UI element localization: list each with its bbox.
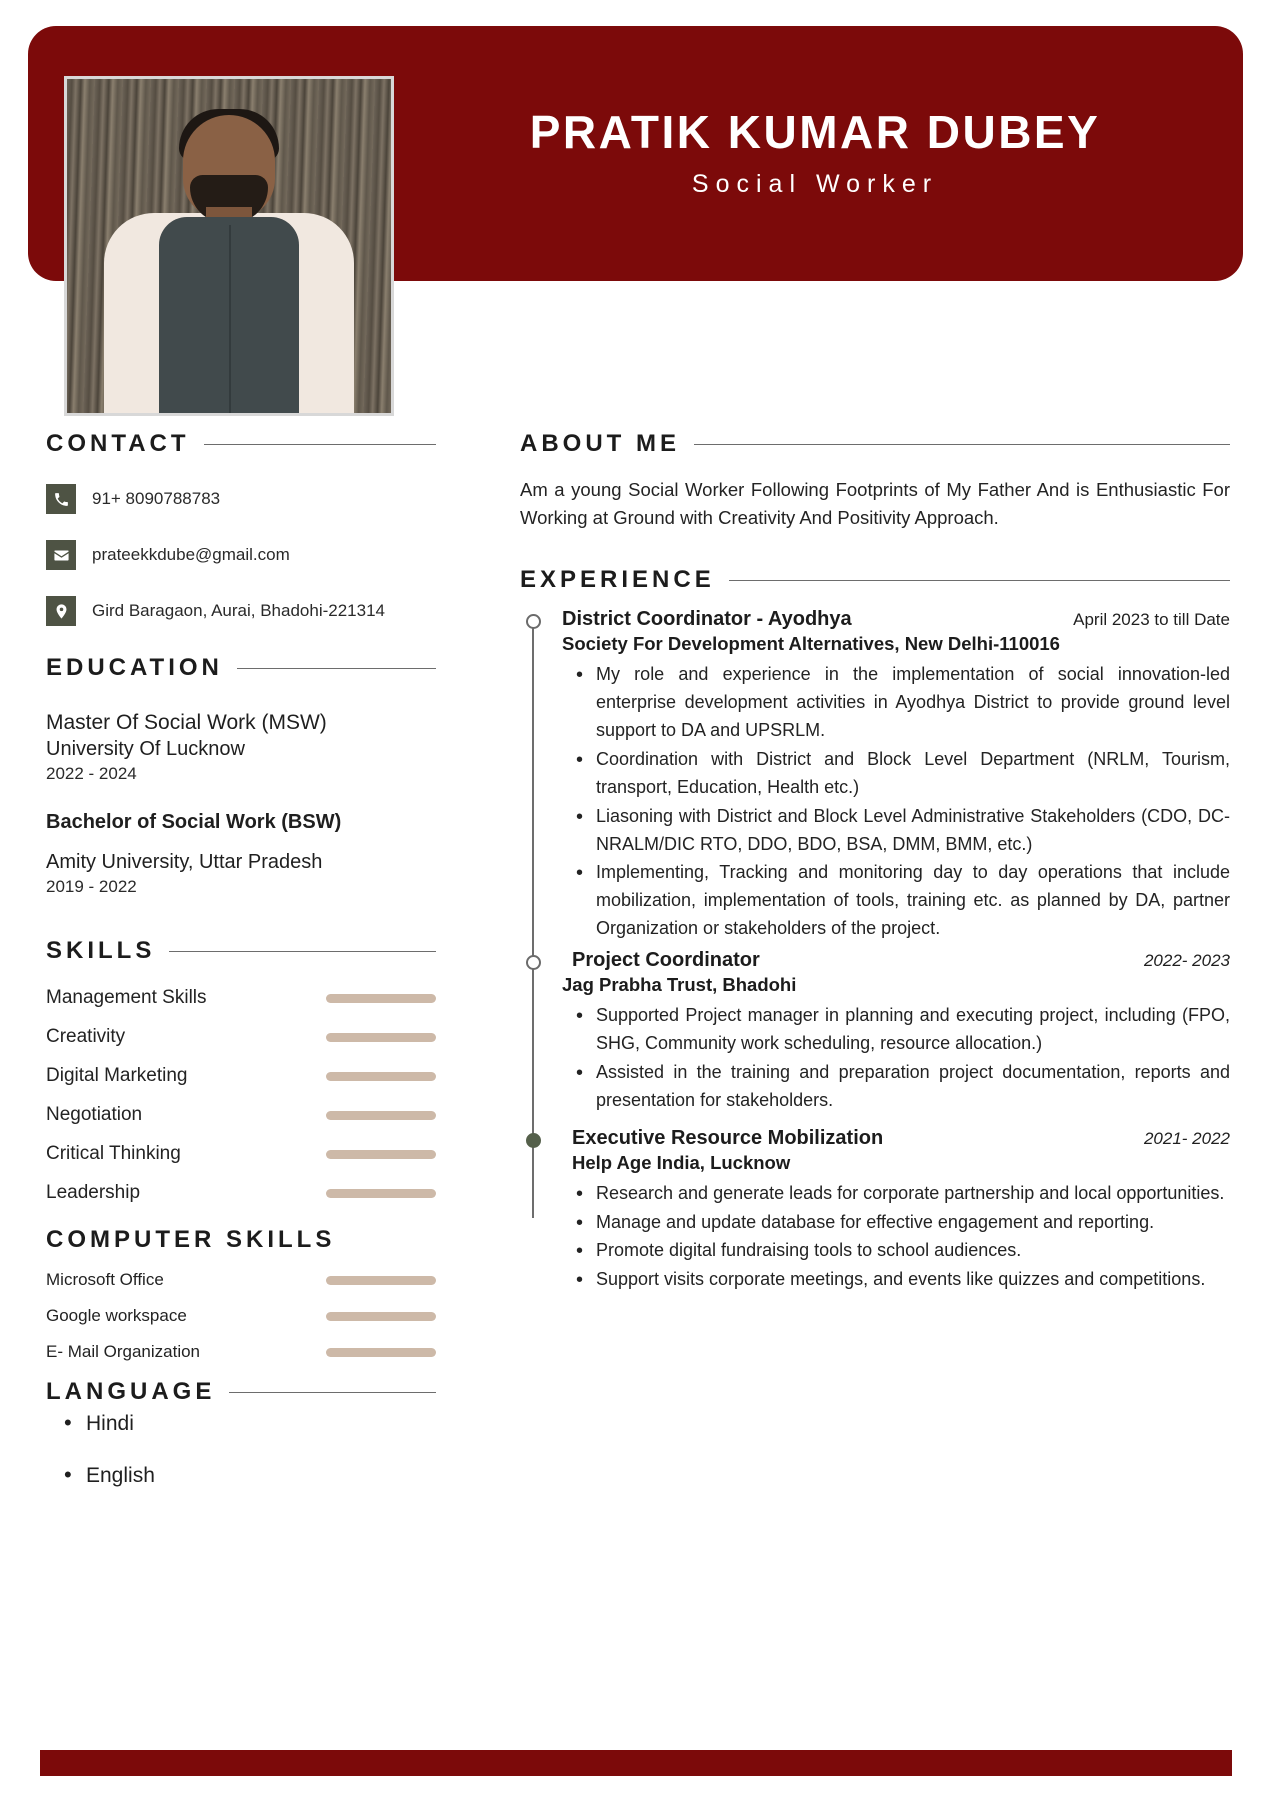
skill-label: Critical Thinking [46,1143,181,1165]
divider-rule [169,951,436,952]
computer-skill-row [46,1342,436,1362]
skill-progress-bar [326,1072,436,1081]
contact-phone-value: 91+ 8090788783 [92,489,221,508]
sidebar [46,430,436,1516]
skill-row [46,1026,436,1048]
language-heading: LANGUAGE [46,1378,216,1406]
experience-organization: Jag Prabha Trust, Bhadohi [562,974,797,996]
skills-section-header [46,937,436,965]
experience-section-header [520,566,1230,594]
footer-banner [40,1750,1232,1776]
email-icon [46,540,76,570]
main-content [520,430,1230,1298]
experience-bullet: • Liasoning with District and Block Level Administrative Stakeholders (CDO, DC-NRALM/DIC RTO, DDO, BDO, BSA, DMM, BMM, etc.) [596,803,1230,859]
about-text: Am a young Social Worker Following Footprints of My Father And is Enthusiastic For Working at Ground with Creativity And Positivity Approach. [520,479,1230,529]
contact-phone-row[interactable] [46,484,436,514]
experience-bullet: • Implementing, Tracking and monitoring day to day operations that include mobilization, implementation of tools, training etc. as planned by DA, partner Organization or stakeholders of the project. [596,859,1230,943]
computer-skills-section-header [46,1226,436,1254]
experience-bullet: • Support visits corporate meetings, and events like quizzes and competitions. [596,1266,1230,1294]
skill-progress-bar [326,1033,436,1042]
computer-skill-row [46,1306,436,1326]
contact-heading: CONTACT [46,430,190,457]
education-section-header [46,654,436,682]
experience-bullets [562,1180,1230,1295]
contact-email-row[interactable] [46,540,436,570]
divider-rule [229,1392,436,1393]
computer-skill-label: Google workspace [46,1306,187,1326]
skill-progress-bar [326,1111,436,1120]
language-item: • Hindi [86,1412,436,1436]
experience-heading: EXPERIENCE [520,566,715,594]
experience-entry [562,1127,1230,1295]
experience-bullets [562,661,1230,943]
skill-label: Creativity [46,1026,126,1048]
computer-skill-label: E- Mail Organization [46,1342,201,1362]
experience-bullet: • My role and experience in the implementation of social innovation-led enterprise development activities in Ayodhya District to provide ground level support to DA and UPSRLM. [596,661,1230,745]
language-section-header [46,1378,436,1406]
skill-progress-bar [326,1150,436,1159]
experience-entry-header [562,608,1230,631]
photo-vest [159,217,299,413]
experience-bullet: • Coordination with District and Block Level Department (NRLM, Tourism, transport, Education, Health etc.) [596,746,1230,802]
skill-label: Digital Marketing [46,1065,188,1087]
experience-date: 2021- 2022 [1143,1128,1230,1148]
experience-organization: Society For Development Alternatives, New Delhi-110016 [562,633,1060,655]
computer-skill-progress-bar [326,1276,436,1285]
education-entry [46,710,436,784]
education-school: University Of Lucknow [46,738,245,761]
contact-list [46,484,436,626]
skills-heading: SKILLS [46,937,156,965]
education-years: 2019 - 2022 [46,877,137,897]
candidate-job-title: Social Worker [691,170,939,199]
profile-photo [64,76,394,416]
education-years: 2022 - 2024 [46,764,137,784]
language-item: • English [86,1464,436,1488]
experience-role: Project Coordinator [572,949,760,972]
timeline-marker-icon [526,614,541,629]
contact-email-value: prateekkdube@gmail.com [92,545,290,564]
phone-icon [46,484,76,514]
language-list [46,1412,436,1488]
experience-bullets [562,1002,1230,1115]
candidate-name: PRATIK KUMAR DUBEY [529,105,1101,158]
experience-bullet: • Manage and update database for effective engagement and reporting. [596,1209,1230,1237]
skill-label: Leadership [46,1182,141,1204]
computer-skill-progress-bar [326,1312,436,1321]
timeline-marker-filled-icon [526,1133,541,1148]
about-section-header [520,430,1230,458]
skill-label: Negotiation [46,1104,143,1126]
skill-progress-bar [326,994,436,1003]
computer-skill-label: Microsoft Office [46,1270,164,1290]
experience-entry-header [562,1127,1230,1150]
divider-rule [237,668,436,669]
education-list [46,710,436,897]
education-entry [46,810,436,897]
spacer [46,784,436,810]
contact-address-value: Gird Baragaon, Aurai, Bhadohi-221314 [92,601,385,620]
skill-row [46,1065,436,1087]
computer-skills-heading: COMPUTER SKILLS [46,1226,336,1254]
education-degree: Bachelor of Social Work (BSW) [46,811,342,834]
contact-address-row[interactable] [46,596,436,626]
experience-role: Executive Resource Mobilization [572,1126,884,1149]
experience-date: 2022- 2023 [1143,951,1230,971]
experience-timeline [520,608,1230,1294]
divider-rule [694,444,1230,445]
education-school: Amity University, Uttar Pradesh [46,851,323,874]
skill-row [46,987,436,1009]
experience-bullet: • Research and generate leads for corporate partnership and local opportunities. [596,1180,1230,1208]
skill-row [46,1104,436,1126]
contact-section-header [46,430,436,458]
experience-organization: Help Age India, Lucknow [572,1151,791,1173]
timeline-marker-icon [526,955,541,970]
divider-rule [204,444,436,445]
skills-list [46,987,436,1204]
experience-entry [562,608,1230,943]
education-degree: Master Of Social Work (MSW) [46,711,327,734]
experience-role: District Coordinator - Ayodhya [562,608,852,631]
header-text-group [400,26,1230,281]
experience-date: April 2023 to till Date [1073,610,1230,630]
computer-skill-row [46,1270,436,1290]
computer-skill-progress-bar [326,1348,436,1357]
location-pin-icon [46,596,76,626]
experience-entry-header [562,949,1230,972]
skill-row [46,1143,436,1165]
experience-bullet: • Assisted in the training and preparation project documentation, reports and presentation for stakeholders. [596,1059,1230,1115]
timeline-line [532,620,534,1218]
experience-entry [562,949,1230,1115]
skill-progress-bar [326,1189,436,1198]
divider-rule [729,580,1230,581]
experience-bullet: • Supported Project manager in planning and executing project, including (FPO, SHG, Community work scheduling, resource allocation.) [596,1002,1230,1058]
skill-label: Management Skills [46,987,207,1009]
skill-row [46,1182,436,1204]
computer-skills-list [46,1270,436,1362]
education-heading: EDUCATION [46,654,223,681]
experience-bullet: • Promote digital fundraising tools to school audiences. [596,1237,1230,1265]
about-heading: ABOUT ME [520,430,680,457]
